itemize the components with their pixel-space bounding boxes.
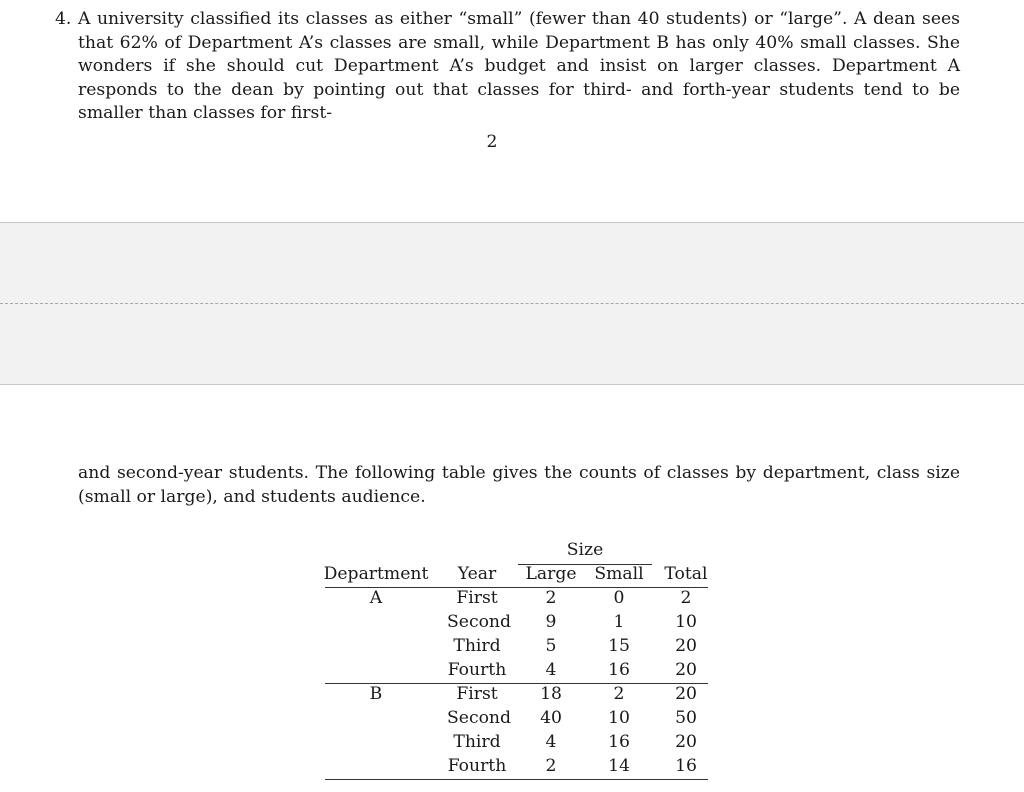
- row-total: 50: [675, 708, 697, 728]
- row-year: Fourth: [447, 756, 507, 776]
- row-total: 20: [675, 684, 697, 704]
- row-total: 20: [675, 636, 697, 656]
- problem-number: 4.: [55, 9, 72, 29]
- row-small: 15: [608, 636, 630, 656]
- row-total: 10: [675, 612, 697, 632]
- row-year: Second: [447, 708, 511, 728]
- row-year: First: [456, 588, 498, 608]
- row-small: 0: [613, 588, 625, 608]
- size-group-header: Size: [566, 540, 604, 560]
- row-small: 16: [608, 732, 630, 752]
- row-department: A: [369, 588, 383, 608]
- row-total: 16: [675, 756, 697, 776]
- row-year: Third: [453, 636, 501, 656]
- problem-statement: [55, 8, 960, 126]
- row-year: First: [456, 684, 498, 704]
- row-large: 18: [540, 684, 562, 704]
- row-large: 2: [545, 756, 557, 776]
- page-gap: [0, 222, 1024, 385]
- header-large: Large: [525, 564, 577, 584]
- row-small: 2: [613, 684, 625, 704]
- row-small: 14: [608, 756, 630, 776]
- row-large: 9: [545, 612, 557, 632]
- header-total: Total: [664, 564, 708, 584]
- header-year: Year: [457, 564, 497, 584]
- bottom-rule: [325, 779, 708, 780]
- row-total: 2: [680, 588, 692, 608]
- row-large: 4: [545, 732, 557, 752]
- row-large: 5: [545, 636, 557, 656]
- row-total: 20: [675, 732, 697, 752]
- problem-text: A university classified its classes as either “small” (fewer than 40 students) or “large”. A dean sees that 62% of Department A’s classes are small, while Department B has only 40% small classes. She wonders if she should cut Department A’s budget and insist on larger classes. Department A responds to the dean by pointing out that classes for third- and forth-year students tend to be smaller than classes for first-: [78, 9, 960, 124]
- row-small: 1: [613, 612, 625, 632]
- row-year: Second: [447, 612, 511, 632]
- row-large: 40: [540, 708, 562, 728]
- class-counts-table: [0, 536, 1024, 786]
- page-number: 2: [486, 132, 498, 152]
- page-top: [0, 0, 1024, 222]
- row-year: Fourth: [447, 660, 507, 680]
- row-small: 10: [608, 708, 630, 728]
- row-year: Third: [453, 732, 501, 752]
- row-total: 20: [675, 660, 697, 680]
- row-large: 2: [545, 588, 557, 608]
- header-department: Department: [323, 564, 429, 584]
- row-large: 4: [545, 660, 557, 680]
- continuation-text: and second-year students. The following table gives the counts of classes by department, class size (small or large), and students audience.: [78, 463, 960, 507]
- header-small: Small: [594, 564, 644, 584]
- page-break-line: [0, 303, 1024, 304]
- row-small: 16: [608, 660, 630, 680]
- row-department: B: [369, 684, 383, 704]
